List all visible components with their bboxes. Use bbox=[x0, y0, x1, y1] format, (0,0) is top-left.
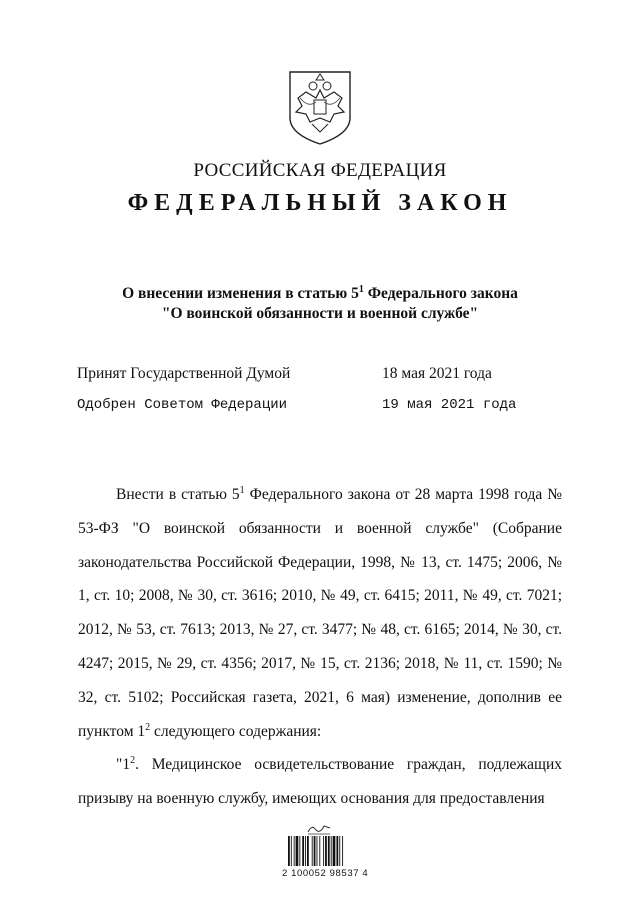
body-paragraph-1: Внести в статью $5^1$ Федерального закона от 28 марта 1998 года № 53-ФЗ "О воинской обязанности и военной службе" (Собрание законодательства Российской Федерации, 1998, № 13, ст. 1475; 2006, № 1, ст. 10; 2008, № 30, ст. 3616; 2010, № 49, ст. 6415; 2011, № 49, ст. 7021; 2012, № 53, ст. 7613; 2013, № 27, ст. 3477; № 48, ст. 6165; 2014, № 30, ст. 4247; 2015, № 29, ст. 4356; 2017, № 15, ст. 2136; 2018, № 11, ст. 1590; № 32, ст. 5102; Российская газета, 2021, 6 мая) изменение, дополнив ее пунктом $1^2$ следующего содержания: bbox=[78, 485, 562, 740]
barcode-bar bbox=[339, 836, 340, 866]
law-body bbox=[78, 478, 562, 816]
law-title bbox=[0, 284, 640, 324]
council-approval-label: Одобрен Советом Федерации bbox=[77, 397, 288, 413]
document-barcode bbox=[287, 836, 365, 866]
law-title-line-2: "О воинской обязанности и военной службе" bbox=[161, 305, 479, 322]
barcode-bar bbox=[333, 836, 336, 866]
body-paragraph-2: "$1^2$. Медицинское освидетельствование граждан, подлежащих призыву на военную службу, имеющих основания для предоставления bbox=[78, 755, 562, 808]
council-approval-date: 19 мая 2021 года bbox=[382, 397, 517, 413]
barcode-bar bbox=[294, 836, 295, 866]
barcode-bar bbox=[331, 836, 332, 866]
barcode-bar bbox=[302, 836, 304, 866]
barcode-number: 2 100052 98537 4 bbox=[282, 868, 369, 879]
barcode-bar bbox=[325, 836, 327, 866]
barcode-bar bbox=[299, 836, 300, 866]
duma-adoption-date: 18 мая 2021 года bbox=[382, 365, 492, 382]
barcode-bar bbox=[312, 836, 313, 866]
barcode-bar bbox=[288, 836, 290, 866]
barcode-bar bbox=[342, 836, 343, 866]
printer-mark-icon bbox=[306, 822, 332, 836]
country-name: РОССИЙСКАЯ ФЕДЕРАЦИЯ bbox=[193, 160, 447, 181]
barcode-bar bbox=[319, 836, 320, 866]
barcode-bar bbox=[336, 836, 338, 866]
barcode-bar bbox=[305, 836, 306, 866]
law-type-heading: ФЕДЕРАЛЬНЫЙ ЗАКОН bbox=[127, 190, 513, 216]
state-emblem-icon bbox=[286, 68, 354, 146]
barcode-bar bbox=[314, 836, 316, 866]
barcode-bar bbox=[328, 836, 330, 866]
barcode-bar bbox=[317, 836, 318, 866]
duma-adoption-label: Принят Государственной Думой bbox=[77, 365, 291, 382]
barcode-bar bbox=[296, 836, 299, 866]
barcode-bar bbox=[323, 836, 324, 866]
law-title-line-1: О внесении изменения в статью $5^1$ Федерального закона bbox=[122, 284, 518, 302]
barcode-bar bbox=[307, 836, 309, 866]
barcode-bar bbox=[291, 836, 292, 866]
